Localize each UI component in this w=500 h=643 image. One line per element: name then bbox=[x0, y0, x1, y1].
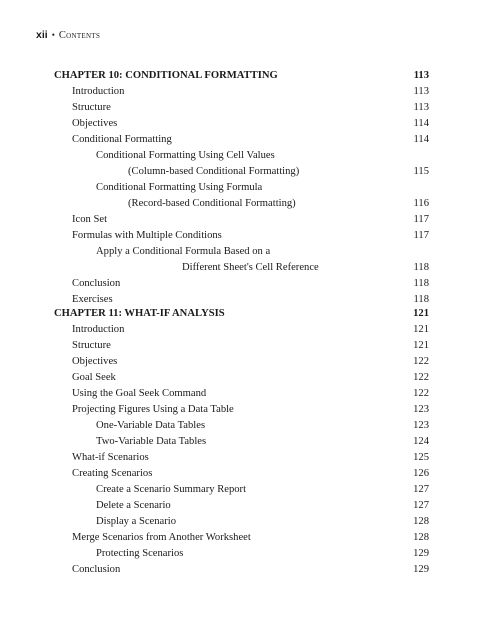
toc-entry[interactable] bbox=[54, 418, 429, 434]
toc-entry-title: Objectives bbox=[72, 356, 118, 367]
chapter-heading[interactable] bbox=[54, 306, 429, 322]
toc-entry-title: Goal Seek bbox=[72, 372, 116, 383]
toc-entry-page-number: 122 bbox=[413, 388, 429, 399]
toc-entry[interactable] bbox=[54, 244, 429, 276]
toc-entry-page-number: 113 bbox=[413, 102, 429, 113]
toc-entry[interactable] bbox=[54, 450, 429, 466]
toc-entry-page-number: 116 bbox=[413, 198, 429, 209]
toc-entry[interactable] bbox=[54, 514, 429, 530]
toc-entry[interactable] bbox=[54, 546, 429, 562]
chapter-10-block bbox=[54, 68, 429, 308]
toc-entry-title: Conditional Formatting Using Formula bbox=[96, 182, 263, 193]
toc-entry[interactable] bbox=[54, 370, 429, 386]
toc-entry-title-continued: (Column-based Conditional Formatting) bbox=[128, 166, 300, 177]
toc-entry-page-number: 114 bbox=[413, 118, 429, 129]
toc-entry[interactable] bbox=[54, 482, 429, 498]
toc-entry-page-number: 117 bbox=[413, 230, 429, 241]
separator-bullet: • bbox=[51, 30, 55, 40]
chapter-title: CHAPTER 11: WHAT-IF ANALYSIS bbox=[54, 308, 225, 319]
toc-entry[interactable] bbox=[54, 434, 429, 450]
toc-entry-page-number: 115 bbox=[413, 166, 429, 177]
toc-entry-page-number: 118 bbox=[413, 278, 429, 289]
toc-entry-title: Structure bbox=[72, 102, 111, 113]
toc-entry-page-number: 117 bbox=[413, 214, 429, 225]
toc-entry-title: Creating Scenarios bbox=[72, 468, 153, 479]
toc-entry-page-number: 125 bbox=[413, 452, 429, 463]
toc-entry-title: Using the Goal Seek Command bbox=[72, 388, 207, 399]
toc-entry-page-number: 114 bbox=[413, 134, 429, 145]
toc-entry-title: What-if Scenarios bbox=[72, 452, 149, 463]
toc-entry-page-number: 128 bbox=[413, 532, 429, 543]
toc-entry[interactable] bbox=[54, 498, 429, 514]
chapter-11-block bbox=[54, 306, 429, 578]
toc-entry-title: Introduction bbox=[72, 324, 125, 335]
toc-entry-title: Delete a Scenario bbox=[96, 500, 171, 511]
toc-entry-title: Conclusion bbox=[72, 564, 121, 575]
toc-entry-title: Exercises bbox=[72, 294, 113, 305]
toc-entry[interactable] bbox=[54, 354, 429, 370]
toc-entry[interactable] bbox=[54, 338, 429, 354]
toc-entry[interactable] bbox=[54, 530, 429, 546]
running-head bbox=[36, 29, 100, 42]
toc-entry-page-number: 123 bbox=[413, 420, 429, 431]
toc-entry-title: Conditional Formatting bbox=[72, 134, 172, 145]
toc-entry-page-number: 113 bbox=[413, 86, 429, 97]
toc-entry-title: Objectives bbox=[72, 118, 118, 129]
toc-entry-page-number: 129 bbox=[413, 548, 429, 559]
toc-entry[interactable] bbox=[54, 466, 429, 482]
toc-entry[interactable] bbox=[54, 402, 429, 418]
chapter-page-number: 113 bbox=[413, 70, 429, 81]
toc-entry-page-number: 128 bbox=[413, 516, 429, 527]
toc-entry[interactable] bbox=[54, 228, 429, 244]
toc-entry-title: Conditional Formatting Using Cell Values bbox=[96, 150, 275, 161]
toc-entry[interactable] bbox=[54, 322, 429, 338]
toc-entry[interactable] bbox=[54, 132, 429, 148]
page-folio: xii bbox=[36, 29, 48, 41]
toc-entry-title: Merge Scenarios from Another Worksheet bbox=[72, 532, 251, 543]
toc-entry-page-number: 121 bbox=[413, 324, 429, 335]
chapter-page-number: 121 bbox=[413, 308, 429, 319]
toc-entry-title: Projecting Figures Using a Data Table bbox=[72, 404, 234, 415]
toc-entry[interactable] bbox=[54, 180, 429, 212]
toc-entry-title: Two-Variable Data Tables bbox=[96, 436, 207, 447]
toc-entry-page-number: 122 bbox=[413, 356, 429, 367]
toc-entry-page-number: 127 bbox=[413, 500, 429, 511]
toc-entry-title: Conclusion bbox=[72, 278, 121, 289]
toc-entry-page-number: 118 bbox=[413, 262, 429, 273]
toc-entry[interactable] bbox=[54, 562, 429, 578]
toc-entry[interactable] bbox=[54, 386, 429, 402]
chapter-heading[interactable] bbox=[54, 68, 429, 84]
toc-entry[interactable] bbox=[54, 148, 429, 180]
toc-entry-title-continued: Different Sheet's Cell Reference bbox=[182, 262, 319, 273]
chapter-title: CHAPTER 10: CONDITIONAL FORMATTING bbox=[54, 70, 278, 81]
toc-entry-title-continued: (Record-based Conditional Formatting) bbox=[128, 198, 296, 209]
toc-entry-title: Apply a Conditional Formula Based on a bbox=[96, 246, 271, 257]
running-head-section: Contents bbox=[58, 30, 101, 41]
toc-entry-title: Introduction bbox=[72, 86, 125, 97]
toc-entry-page-number: 121 bbox=[413, 340, 429, 351]
toc-entry[interactable] bbox=[54, 276, 429, 292]
toc-entry-page-number: 129 bbox=[413, 564, 429, 575]
toc-entry[interactable] bbox=[54, 84, 429, 100]
toc-entry[interactable] bbox=[54, 100, 429, 116]
toc-entry-title: Icon Set bbox=[72, 214, 108, 225]
toc-entry-title: Formulas with Multiple Conditions bbox=[72, 230, 222, 241]
toc-entry[interactable] bbox=[54, 116, 429, 132]
toc-entry-page-number: 126 bbox=[413, 468, 429, 479]
toc-entry-title: Protecting Scenarios bbox=[96, 548, 184, 559]
toc-entry-title: Create a Scenario Summary Report bbox=[96, 484, 247, 495]
toc-entry-page-number: 124 bbox=[413, 436, 429, 447]
toc-entry-page-number: 118 bbox=[413, 294, 429, 305]
toc-entry-page-number: 123 bbox=[413, 404, 429, 415]
toc-entry[interactable] bbox=[54, 212, 429, 228]
toc-entry-page-number: 122 bbox=[413, 372, 429, 383]
toc-entry-page-number: 127 bbox=[413, 484, 429, 495]
toc-entry-title: Structure bbox=[72, 340, 111, 351]
toc-entry-title: One-Variable Data Tables bbox=[96, 420, 206, 431]
toc-entry-title: Display a Scenario bbox=[96, 516, 177, 527]
